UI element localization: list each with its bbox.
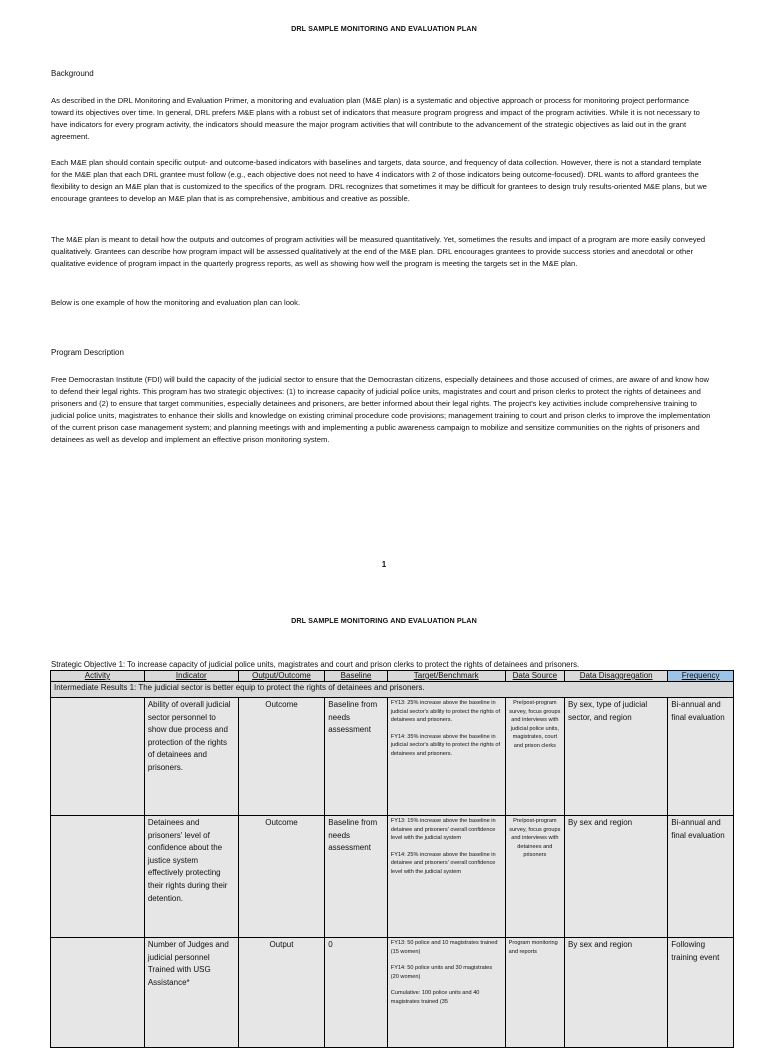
table-row: [51, 938, 734, 1048]
baseline-cell: Baseline from needs assessment: [325, 698, 388, 816]
target-cell: [387, 938, 505, 1048]
data-source-cell: Pre/post-program survey, focus groups and interviews with detainees and prisoners: [505, 816, 564, 938]
background-paragraph-1: As described in the DRL Monitoring and Evaluation Primer, a monitoring and evaluation plan (M&E plan) is a systematic and objective approach or process for monitoring project performance toward its objectives over time. In general, DRL prefers M&E plans with a robust set of indicators that measure program progress and impact of the program activities. While it is not necessary to have indicators for every program activity, the indicators should measure the major program activities that will contribute to the advancement of the strategic objectives as laid out in the grant agreement.: [51, 96, 700, 142]
type-cell: Outcome: [238, 698, 325, 816]
target-fy13: FY13: 25% increase above the baseline in judicial sector's ability to protect the rights of detainees and prisoners.: [390, 700, 501, 724]
me-plan-table: [50, 670, 734, 1048]
disaggregation-cell: By sex, type of judicial sector, and region: [565, 698, 668, 816]
disaggregation-cell: By sex and region: [565, 938, 668, 1048]
disaggregation-cell: By sex and region: [565, 816, 668, 938]
indicator-cell: Ability of overall judicial sector personnel to show due process and protection of the rights of detainees and prisoners.: [144, 698, 238, 816]
background-paragraph-4: Below is one example of how the monitoring and evaluation plan can look.: [51, 298, 301, 307]
program-heading: Program Description: [51, 348, 124, 357]
header-activity: Activity: [51, 671, 145, 682]
target-fy14: FY14: 25% increase above the baseline in detainee and prisoners' overall confidence level with the judicial system: [390, 851, 496, 875]
activity-cell: [51, 938, 145, 1048]
frequency-cell: Bi-annual and final evaluation: [668, 698, 734, 816]
intermediate-result-row: [51, 682, 734, 698]
table-row: [51, 816, 734, 938]
program-paragraph: Free Democrastan Institute (FDI) will build the capacity of the judicial sector to ensure that the Democrastan citizens, especially detainees and those accused of crimes, are aware of and know how to defend their legal rights. This program has two strategic objectives: (1) to increase capacity of judicial police units, magistrates and court and prison clerks to protect the rights of detainees and prisoners and (2) to ensure that target communities, especially detainees and prisoners, are better informed about their legal rights. The project's key activities include comprehensive training to judicial police units, magistrates to enhance their skills and knowledge on existing criminal procedure code provisions; management training to court and prison clerks to improve the implementation of the current prison case management system; and planning meetings with and implementing a public awareness campaign to mobilize and sensitize communities on the rights of prisoners and detainees as well as develop and implement an effective prison monitoring system.: [51, 375, 711, 445]
header-baseline: Baseline: [325, 671, 388, 682]
target-cell: [387, 698, 505, 816]
document-title: DRL SAMPLE MONITORING AND EVALUATION PLAN: [291, 24, 477, 33]
data-source-cell: Program monitoring and reports: [505, 938, 564, 1048]
target-fy14: FY14: 50 police units and 30 magistrates (20 women): [390, 965, 493, 980]
header-target-benchmark: Target/Benchmark: [387, 671, 505, 682]
target-fy13: FY13: 15% increase above the baseline in detainee and prisoners' overall confidence level with the judicial system: [390, 818, 496, 842]
header-output-outcome: Output/Outcome: [238, 671, 325, 682]
target-cumulative: Cumulative: 100 police units and 40 magistrates trained (35: [390, 990, 480, 1005]
target-fy13: FY13: 50 police and 10 magistrates trained (15 women): [390, 940, 498, 955]
data-source-cell: Pre/post-program survey, focus groups and interviews with judicial police units, magistrates, court and prison clerks: [505, 698, 564, 816]
background-paragraph-3: The M&E plan is meant to detail how the outputs and outcomes of program activities will be measured quantitatively. Yet, sometimes the results and impact of a program are more easily conveyed qualitatively. Grantees can describe how program impact will be assessed qualitatively at the end of the M&E plan. DRL encourages grantees to provide success stories and anecdotal or other qualitative evidence of program impact in the quarterly progress reports, as well as showing how well the program is meeting the targets set in the M&E plan.: [51, 235, 706, 269]
header-data-disaggregation: Data Disaggregation: [565, 671, 668, 682]
baseline-cell: 0: [325, 938, 388, 1048]
document-title-page-2: DRL SAMPLE MONITORING AND EVALUATION PLAN: [291, 616, 477, 625]
indicator-cell: Number of Judges and judicial personnel Trained with USG Assistance*: [144, 938, 238, 1048]
background-heading: Background: [51, 69, 94, 78]
strategic-objective: Strategic Objective 1: To increase capacity of judicial police units, magistrates and court and prison clerks to protect the rights of detainees and prisoners.: [51, 660, 580, 669]
indicator-cell: Detainees and prisoners' level of confidence about the justice system effectively protecting their rights during their detention.: [144, 816, 238, 938]
table-row: [51, 698, 734, 816]
target-fy14: FY14: 35% increase above the baseline in judicial sector's ability to protect the rights of detainees and prisoners.: [390, 733, 501, 757]
frequency-cell: Following training event: [668, 938, 734, 1048]
header-frequency: Frequency: [668, 671, 734, 682]
header-indicator: Indicator: [144, 671, 238, 682]
activity-cell: [51, 816, 145, 938]
frequency-cell: Bi-annual and final evaluation: [668, 816, 734, 938]
header-data-source: Data Source: [505, 671, 564, 682]
type-cell: Outcome: [238, 816, 325, 938]
baseline-cell: Baseline from needs assessment: [325, 816, 388, 938]
target-cell: [387, 816, 505, 938]
activity-cell: [51, 698, 145, 816]
intermediate-result: Intermediate Results 1: The judicial sector is better equip to protect the rights of detainees and prisoners.: [51, 682, 734, 698]
page-number: 1: [381, 560, 387, 569]
background-paragraph-2: Each M&E plan should contain specific output- and outcome-based indicators with baselines and targets, data source, and frequency of data collection. However, there is not a standard template for the M&E plan that each DRL grantee must follow (e.g., each objective does not need to have 4 indicators with 2 of those indicators being outcome-focused). DRL wants to afford grantees the flexibility to design an M&E plan that is customized to the specifics of the program. DRL recognizes that sometimes it may be difficult for grantees to design truly results-oriented M&E plans, but we encourage grantees to develop an M&E plan that is as comprehensive, ambitious and creative as possible.: [51, 158, 707, 204]
type-cell: Output: [238, 938, 325, 1048]
table-header-row: [51, 671, 734, 682]
